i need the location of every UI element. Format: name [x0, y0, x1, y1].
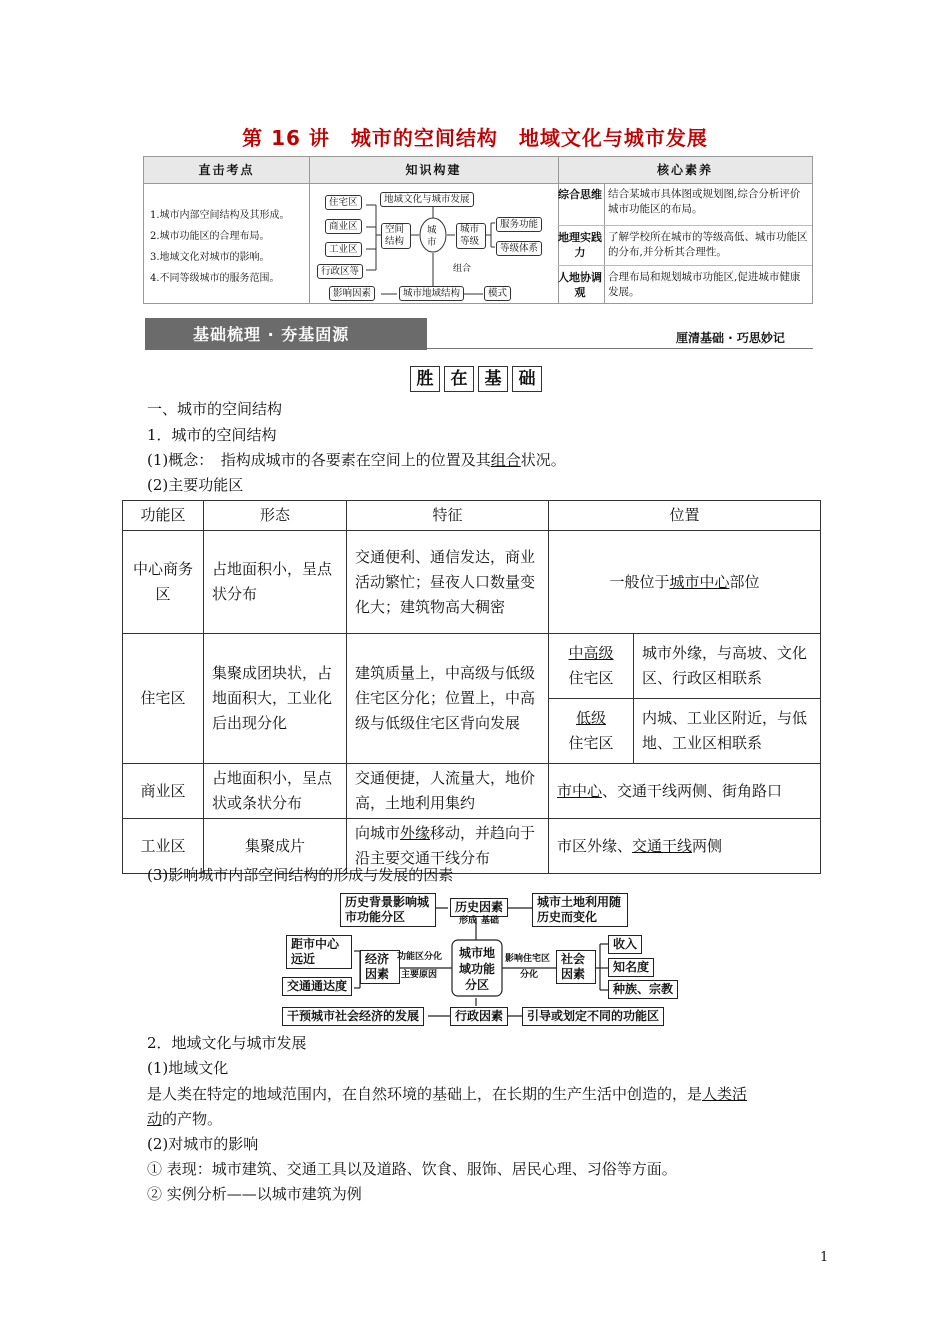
sub-heading: 1．城市的空间结构	[147, 426, 277, 444]
map-dengjitixi: 等级体系	[496, 241, 542, 256]
factor-fame: 知名度	[608, 958, 654, 977]
main-func-heading: (2)主要功能区	[147, 476, 244, 494]
zone-feature: 向城市外缘移动，并趋向于沿主要交通干线分布	[347, 819, 549, 874]
culture-line-1: 是人类在特定的地域范围内，在自然环境的基础上，在长期的生产生活中创造的，是人类活	[147, 1085, 748, 1103]
zone-name: 工业区	[123, 819, 204, 874]
impact-2: ② 实例分析——以城市建筑为例	[147, 1185, 362, 1203]
core-text: 合理布局和规划城市功能区,促进城市健康发展。	[608, 271, 801, 298]
sheng-box: 胜	[410, 366, 440, 392]
culture-line-2: 动的产物。	[147, 1110, 223, 1128]
factor-hist: 历史因素	[450, 898, 508, 917]
factor-traffic: 交通通达度	[282, 977, 352, 996]
section-heading: 一、城市的空间结构	[147, 400, 283, 418]
label-jichu: 基础	[481, 916, 500, 926]
zone-subtype: 中高级 住宅区	[549, 634, 634, 699]
culture-heading: (1)地域文化	[147, 1059, 229, 1077]
zone-position: 市区外缘、交通干线两侧	[549, 819, 821, 874]
summary-header-suyang: 核心素养	[558, 157, 812, 184]
map-moshi: 模式	[484, 286, 511, 301]
map-shangye: 商业区	[325, 219, 362, 234]
map-diyujiegou: 城市地域结构	[399, 286, 464, 301]
map-gongye: 工业区	[325, 242, 362, 257]
zone-position: 城市外缘，与高坡、文化区、行政区相联系	[634, 634, 821, 699]
sheng-box: 础	[512, 366, 542, 392]
zone-feature: 交通便捷，人流量大，地价高，土地利用集约	[347, 764, 549, 819]
impact-heading: (2)对城市的影响	[147, 1135, 259, 1153]
core-text: 了解学校所在城市的等级高低、城市功能区的分布,并分析其合理性。	[608, 231, 808, 258]
zone-feature: 交通便利、通信发达，商业活动繁忙；昼夜人口数量变化大；建筑物高大稠密	[347, 531, 549, 634]
factor-land: 城市土地利用随历史而变化	[532, 893, 628, 927]
zone-position: 一般位于城市中心部位	[549, 531, 821, 634]
sheng-box: 在	[444, 366, 474, 392]
table-header: 功能区	[123, 501, 204, 531]
core-text: 结合某城市具体图或规划图,综合分析评价城市功能区的布局。	[608, 188, 801, 215]
zone-shape: 占地面积小，呈点状分布	[204, 531, 347, 634]
zone-position: 内城、工业区附近，与低地、工业区相联系	[634, 699, 821, 764]
factor-income: 收入	[608, 935, 642, 954]
factor-admin: 行政因素	[450, 1007, 508, 1026]
label-soc-1: 影响住宅区	[505, 954, 551, 964]
summary-header-zhishi: 知识构建	[309, 157, 558, 184]
map-yingxiang: 影响因素	[329, 286, 375, 301]
page-number: 1	[820, 1250, 829, 1265]
zone-shape: 占地面积小，呈点状或条状分布	[204, 764, 347, 819]
table-header: 位置	[549, 501, 821, 531]
label-soc-2: 分化	[520, 970, 539, 980]
map-diyu: 地域文化与城市发展	[380, 192, 474, 207]
table-header: 特征	[347, 501, 549, 531]
factors-heading: (3)影响城市内部空间结构的形成与发展的因素	[147, 866, 454, 884]
map-zhuzhai: 住宅区	[325, 195, 362, 210]
zone-feature: 建筑质量上，中高级与低级住宅区分化；位置上，中高级与低级住宅区背向发展	[347, 634, 549, 764]
table-header: 形态	[204, 501, 347, 531]
concept-line: (1)概念： 指构成城市的各要素在空间上的位置及其组合状况。	[147, 451, 566, 469]
map-city: 城市	[427, 225, 437, 248]
core-label: 综合思维	[558, 188, 602, 201]
zone-name: 商业区	[123, 764, 204, 819]
impact-1: ① 表现：城市建筑、交通工具以及道路、饮食、服饰、居民心理、习俗等方面。	[147, 1160, 677, 1178]
banner-title: 基础梳理 · 夯基固源	[193, 325, 350, 344]
zone-shape: 集聚成团块状，占地面积大，工业化后出现分化	[204, 634, 347, 764]
factor-guide: 引导或划定不同的功能区	[522, 1007, 664, 1026]
sub-heading: 2．地域文化与城市发展	[147, 1034, 307, 1052]
factor-soc: 社会因素	[556, 950, 596, 984]
zone-subtype: 低级 住宅区	[549, 699, 634, 764]
zone-shape: 集聚成片	[204, 819, 347, 874]
zone-position: 市中心、交通干线两侧、街角路口	[549, 764, 821, 819]
page-title: 第 16 讲 城市的空间结构 地域文化与城市发展	[242, 126, 708, 150]
banner-rule	[427, 348, 813, 349]
summary-table	[143, 156, 813, 304]
center-node: 城市地域功能分区	[458, 946, 495, 992]
map-kongjian: 空间结构	[381, 223, 411, 249]
factor-interfere: 干预城市社会经济的发展	[282, 1007, 424, 1026]
map-fuwu: 服务功能	[496, 217, 542, 232]
sheng-box: 基	[478, 366, 508, 392]
zone-name: 中心商务区	[123, 531, 204, 634]
factor-dist: 距市中心远近	[286, 935, 352, 969]
core-row	[558, 265, 812, 304]
core-row	[558, 225, 812, 266]
map-dengji: 城市等级	[456, 223, 486, 249]
label-econ-1: 功能区分化	[397, 952, 443, 962]
banner-subtitle: 厘清基础 · 巧思妙记	[676, 331, 785, 345]
map-zuhe: 组合	[453, 264, 472, 274]
factor-hist-effect: 历史背景影响城市功能分区	[340, 893, 436, 927]
factor-econ: 经济因素	[360, 950, 400, 984]
kaodian-item: 4.不同等级城市的服务范围。	[150, 273, 280, 284]
core-label: 地理实践力	[558, 231, 602, 259]
function-zone-table	[122, 500, 821, 874]
kaodian-item: 1.城市内部空间结构及其形成。	[150, 210, 290, 221]
label-econ-2: 主要原因	[401, 970, 438, 980]
core-label: 人地协调观	[558, 271, 602, 299]
kaodian-list	[150, 205, 290, 289]
zone-name: 住宅区	[123, 634, 204, 764]
label-xingcheng: 形成	[459, 916, 478, 926]
kaodian-item: 3.地域文化对城市的影响。	[150, 252, 270, 263]
core-row	[558, 183, 812, 225]
map-xingzheng: 行政区等	[317, 264, 363, 279]
factor-race: 种族、宗教	[608, 980, 678, 999]
kaodian-item: 2.城市功能区的合理布局。	[150, 231, 270, 242]
summary-header-kaodian: 直击考点	[144, 157, 309, 184]
